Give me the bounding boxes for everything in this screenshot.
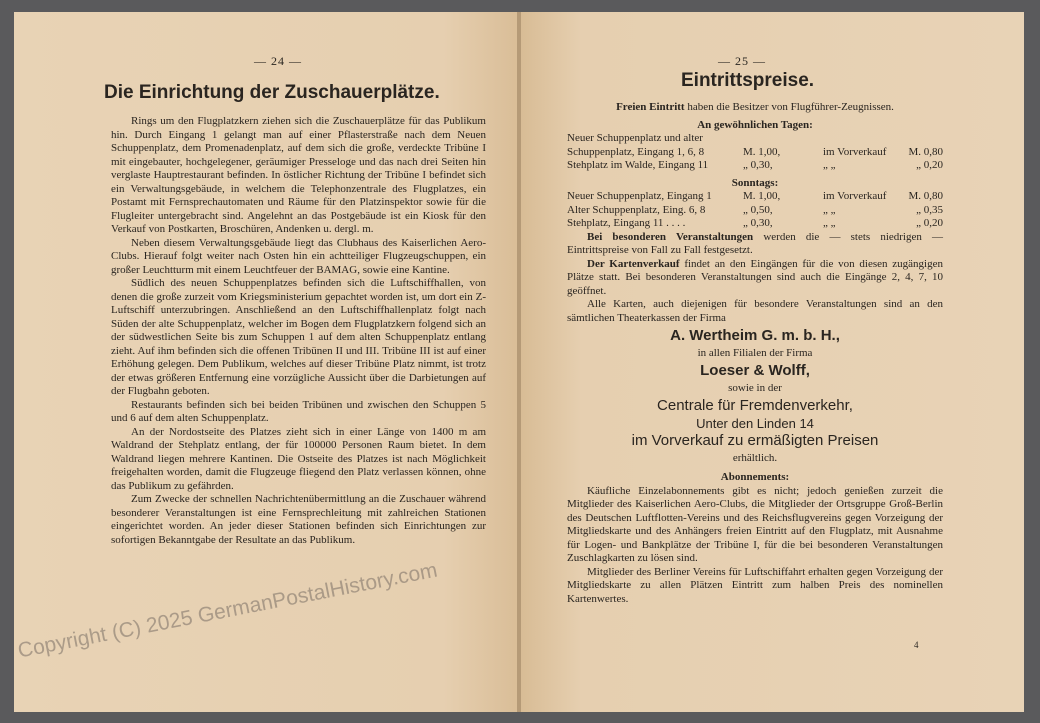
price-row — [567, 217, 943, 231]
body-text — [111, 115, 486, 547]
page-number: — 24 — — [254, 54, 302, 68]
also-text: sowie in der — [728, 381, 782, 394]
price-presale: „ 0,35 — [916, 203, 943, 216]
body-text — [567, 101, 943, 606]
price-row — [567, 159, 943, 173]
firm-loeser-wolff: Loeser & Wolff, — [700, 362, 810, 379]
price-presale-label: im Vorverkauf — [823, 190, 887, 202]
paragraph: Zum Zwecke der schnellen Nachrichtenübermittlung an die Zuschauer während besonderer Veranstaltungen ist eine Fernsprechleitung mit zahlreichen Stationen eingerichtet worden. An jeder dieser Stationen befinden sich Einrichtungen zur sofortigen Bekanntgabe der Resultate an das Publikum. — [111, 493, 486, 546]
price-row — [567, 190, 943, 204]
subscriptions-text: Käufliche Einzelabonnements gibt es nicht; jedoch genießen zurzeit die Mitglieder des Kaiserlichen Aero-Clubs, die Mitglieder der Ortsgruppe Groß-Berlin des Deutschen Luftflotten-Vereins und des Reichsflugvereins gegen Vorzeigung der Mitgliedskarte und des Anhängers freien Eintritt auf den Flugplatz, mit Ausnahme für Logen- und Bankplätze der Tribüne I, für die bei besonderen Veranstaltungen Zuschlagkarten zu lösen sind. — [567, 484, 943, 564]
members-text: Mitglieder des Berliner Vereins für Luftschiffahrt erhalten gegen Vorzeigung der Mitgliedskarte zu allen Plätzen Eintritt zum halben Preis des nominellen Kartenwertes. — [567, 565, 943, 605]
price-area: Alter Schuppenplatz, Eing. 6, 8 — [567, 203, 706, 216]
free-entry-lead: Freien Eintritt — [616, 101, 685, 113]
price-presale: „ 0,20 — [916, 159, 943, 171]
address-text: Unter den Linden 14 — [696, 415, 814, 431]
copyright-watermark: Copyright (C) 2025 GermanPostalHistory.com — [16, 558, 440, 663]
price-regular: „ 0,30, — [743, 159, 773, 171]
price-area: Stehplatz, Eingang 11 . . . . — [567, 217, 686, 229]
sundays-heading: Sonntags: — [731, 176, 779, 189]
ticket-sales-text — [567, 258, 943, 299]
weekdays-intro: Neuer Schuppenplatz und alter — [567, 132, 703, 144]
price-area: Schuppenplatz, Eingang 1, 6, 8 — [567, 145, 705, 158]
price-presale-label: „ „ — [823, 203, 836, 216]
price-regular: „ 0,50, — [743, 203, 773, 216]
price-area: Neuer Schuppenplatz, Eingang 1 — [567, 190, 712, 202]
price-presale: „ 0,20 — [916, 217, 943, 229]
firm-wertheim: A. Wertheim G. m. b. H., — [670, 327, 840, 344]
free-entry-line — [567, 101, 943, 115]
price-area: Stehplatz im Walde, Eingang 11 — [567, 159, 709, 171]
paragraph: An der Nordostseite des Platzes zieht sich in einer Länge von 1400 m am Waldrand der Stehplatz entlang, der für 100000 Personen Raum bietet. In dem Waldrand liegen mehrere Kantinen. Die Ostseite des Platzes ist nach Möglichkeit freigehalten worden, damit die Flugzeuge fliegend den Platz verlassen können, ohne das Publikum zu gefährden. — [111, 425, 486, 492]
book-spread — [14, 12, 1024, 712]
paragraph: Südlich des neuen Schuppenplatzes befinden sich die Luftschiffhallen, von denen die große zurzeit vom Kriegsministerium gepachtet worden ist, um dort ein Z-Luftschiff unterzubringen. Anschließend an den Luftschiffhallenplatz folgt nach Süden der alte Schuppenplatz, welcher im Bogen dem Flugplatzkern folgend sich an der südwestlichen Seite bis zum Schuppen 1 auf dem alten Schuppenplatz entlang zieht. Auf ihm befinden sich die offenen Tribünen II und III. Tribüne III ist auf einer Erhöhung gelegen. Dem Publikum, welches auf dieser Tribüne Platz nimmt, ist trotz der etwas größeren Entfernung eine vorzügliche Aussicht über die Darbietungen auf der Flugbahn geboten. — [111, 277, 486, 397]
right-page — [521, 12, 1024, 712]
price-presale: M. 0,80 — [908, 145, 943, 158]
price-regular: M. 1,00, — [743, 145, 781, 158]
paragraph: Rings um den Flugplatzkern ziehen sich die Zuschauerplätze für das Publikum hin. Durch Eingang 1 gelangt man auf einer Pflasterstraße nach dem Neuen Schuppenplatz, dem Promenadenplatz, auf dem sich die große, verdeckte Tribüne I mit eingebauter, hochgelegener, geräumiger Presseloge und das nach drei Seiten hin verglaste Hauptrestaurant befinden. In östlicher Richtung der Tribüne I befindet sich ein Verwaltungsgebäude, in welchem die Telephonzentrale des Flugplatzes, ein Postamt mit Fernsprechautomaten und Räume für den Platzinspektor sowie für die Flugleiter untergebracht sind. Angelehnt an das Postgebäude ist ein Kiosk für den Verkauf von Postkarten, Broschüren, Andenken u. dergl. m. — [111, 115, 486, 235]
price-presale: M. 0,80 — [908, 190, 943, 202]
firm-centrale: Centrale für Fremdenverkehr, — [657, 397, 853, 414]
price-presale-label: „ „ — [823, 217, 836, 229]
special-events-lead: Bei besonderen Veranstaltungen — [587, 230, 754, 243]
available-text: erhältlich. — [732, 451, 778, 464]
paragraph: Restaurants befinden sich bei beiden Tribünen und zwischen den Schuppen 5 und 6 auf dem alten Schuppenplatz. — [111, 398, 486, 424]
price-presale-label: „ „ — [823, 159, 836, 171]
ticket-sales-lead: Der Kartenverkauf — [587, 257, 680, 270]
paragraph: Neben diesem Verwaltungsgebäude liegt das Clubhaus des Kaiserlichen Aero-Clubs. Hierauf folgt weiter nach Osten hin ein achtteiliger Flugzeugschuppen, ein großer Leuchtturm mit einem Leuchtfeuer der BAMAG, sowie eine Kantine. — [111, 236, 486, 276]
subscriptions-heading: Abonnements: — [720, 471, 790, 483]
special-events-text — [567, 231, 943, 258]
branches-text: in allen Filialen der Firma — [697, 346, 813, 359]
all-cards-text: Alle Karten, auch diejenigen für besondere Veranstaltungen sind an den sämtlichen Theaterkassen der Firma — [567, 298, 943, 324]
signature-mark: 4 — [914, 640, 919, 650]
free-entry-rest: haben die Besitzer von Flugführer-Zeugnissen. — [684, 101, 894, 113]
page-title: Eintrittspreise. — [681, 70, 815, 91]
weekdays-heading: An gewöhnlichen Tagen: — [697, 118, 813, 131]
price-row — [567, 204, 943, 218]
page-number: — 25 — — [718, 54, 766, 68]
price-regular: „ 0,30, — [743, 217, 773, 229]
price-row — [567, 146, 943, 160]
page-title: Die Einrichtung der Zuschauerplätze. — [104, 82, 440, 103]
special-events-rest: werden die — stets niedrigen — Eintrittspreise von Fall zu Fall festgesetzt. — [567, 230, 944, 256]
ticket-sales-rest: findet an den Eingängen für die von diesen zugängigen Plätze statt. Bei besonderen Veranstaltungen sind auch die Eingänge 2, 4, 7, 10 geöffnet. — [567, 257, 943, 297]
price-presale-label: im Vorverkauf — [823, 145, 887, 158]
price-regular: M. 1,00, — [743, 190, 781, 202]
presale-text: im Vorverkauf zu ermäßigten Preisen — [631, 432, 879, 449]
